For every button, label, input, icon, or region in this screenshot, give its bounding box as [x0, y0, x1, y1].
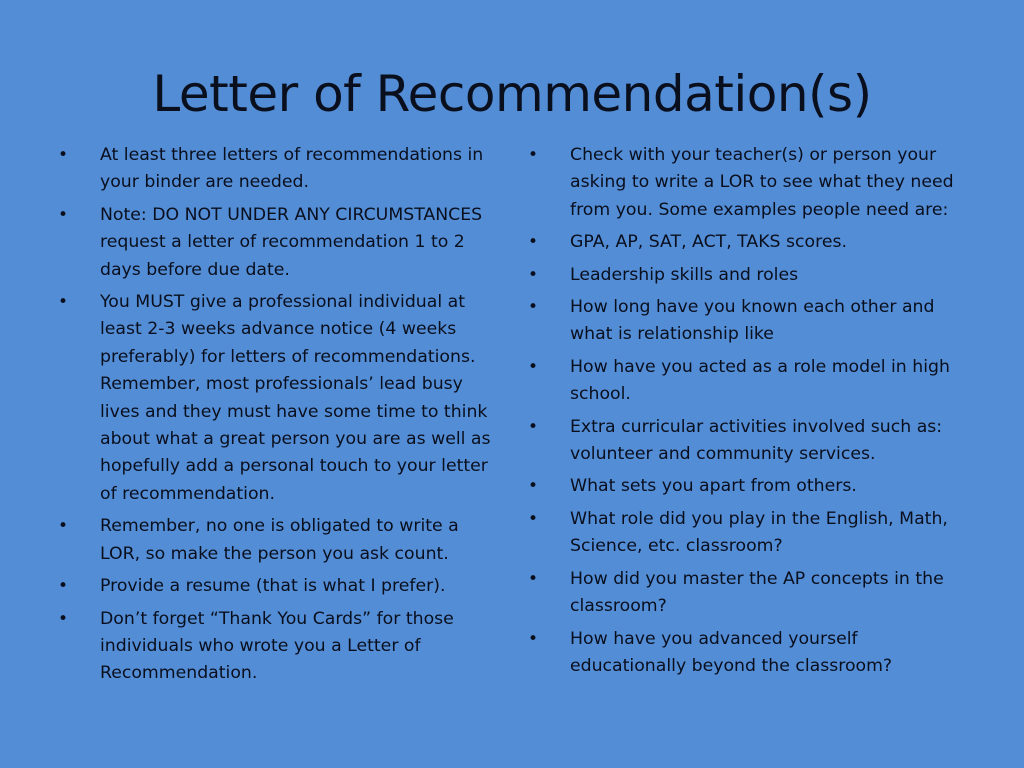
bullet-icon: • [528, 568, 539, 589]
left-bullet-list [58, 142, 498, 693]
list-item-text: Extra curricular activities involved such as: volunteer and community services. [570, 416, 943, 465]
list-item [528, 354, 968, 409]
bullet-icon: • [528, 145, 539, 165]
list-item [528, 473, 968, 500]
list-item-text: GPA, AP, SAT, ACT, TAKS scores. [570, 232, 847, 253]
list-item [58, 289, 498, 508]
bullet-icon: • [58, 292, 69, 313]
list-item-text: Leadership skills and roles [570, 264, 799, 285]
bullet-icon: • [58, 608, 69, 629]
bullet-icon: • [528, 232, 539, 253]
slide-title: Letter of Recommendation(s) [152, 65, 872, 123]
list-item-text: What role did you play in the English, Math, Science, etc. classroom? [570, 508, 948, 557]
bullet-icon: • [528, 297, 539, 318]
list-item-text: Check with your teacher(s) or person your asking to write a LOR to see what they need from you. Some examples people need are: [570, 145, 954, 220]
list-item [58, 606, 498, 688]
list-item-text: Don’t forget “Thank You Cards” for those individuals who wrote you a Letter of Recommendation. [100, 608, 454, 684]
list-item-text: Provide a resume (that is what I prefer). [100, 576, 446, 597]
bullet-icon: • [58, 576, 69, 597]
list-item [528, 294, 968, 349]
bullet-icon: • [58, 516, 69, 537]
list-item-text: You MUST give a professional individual at least 2-3 weeks advance notice (4 weeks preferably) for letters of recommendations. Remember, most professionals’ lead busy lives and they must have some time to think about what a great person you are as well as hopefully add a personal touch to your letter of recommendation. [100, 292, 491, 504]
list-item [528, 506, 968, 561]
list-item [58, 573, 498, 600]
list-item [528, 142, 968, 224]
bullet-icon: • [528, 416, 539, 437]
right-bullet-list [528, 142, 968, 685]
list-item-text: Remember, no one is obligated to write a LOR, so make the person you ask count. [100, 516, 459, 564]
bullet-icon: • [528, 264, 539, 285]
bullet-icon: • [58, 145, 69, 165]
list-item-text: At least three letters of recommendations in your binder are needed. [100, 145, 484, 193]
list-item [528, 262, 968, 289]
bullet-icon: • [528, 356, 539, 377]
bullet-icon: • [58, 204, 69, 225]
bullet-icon: • [528, 628, 539, 649]
list-item [528, 414, 968, 469]
list-item [58, 202, 498, 284]
bullet-icon: • [528, 508, 539, 529]
list-item [528, 626, 968, 681]
list-item-text: How did you master the AP concepts in the classroom? [570, 568, 944, 617]
list-item-text: How have you advanced yourself educationally beyond the classroom? [570, 628, 893, 676]
list-item [58, 142, 498, 197]
list-item [528, 566, 968, 621]
list-item [528, 229, 968, 256]
list-item-text: How have you acted as a role model in high school. [570, 356, 950, 405]
list-item-text: What sets you apart from others. [570, 476, 857, 497]
list-item-text: How long have you known each other and what is relationship like [570, 297, 935, 345]
list-item-text: Note: DO NOT UNDER ANY CIRCUMSTANCES request a letter of recommendation 1 to 2 days before due date. [100, 204, 483, 280]
bullet-icon: • [528, 476, 539, 497]
list-item [58, 513, 498, 568]
